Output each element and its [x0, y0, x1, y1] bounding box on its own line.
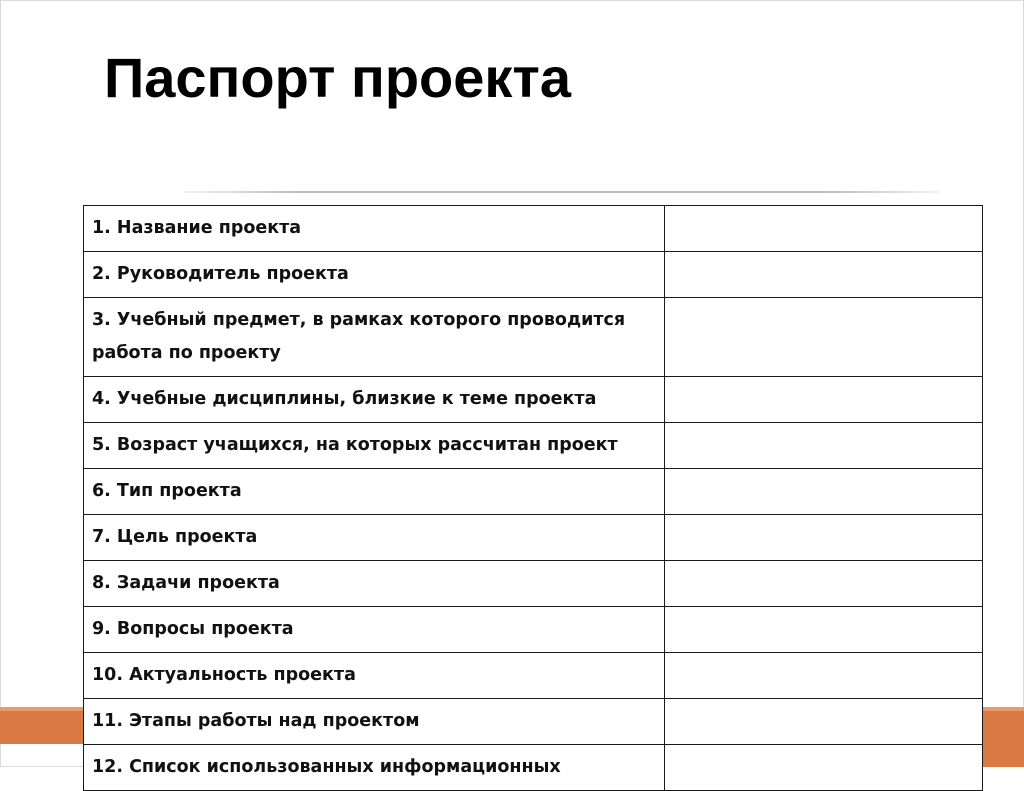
row-value [664, 469, 982, 515]
table-row [84, 699, 983, 745]
row-label: 10. Актуальность проекта [84, 653, 665, 699]
row-label: 2. Руководитель проекта [84, 252, 665, 298]
row-value [664, 377, 982, 423]
row-value [664, 252, 982, 298]
table-row [84, 469, 983, 515]
row-label: 1. Название проекта [84, 206, 665, 252]
row-value [664, 423, 982, 469]
row-label: 7. Цель проекта [84, 515, 665, 561]
table-row [84, 515, 983, 561]
project-passport-table [83, 205, 983, 791]
table-row [84, 206, 983, 252]
table-row [84, 745, 983, 791]
accent-bar-right [983, 707, 1024, 767]
row-value [664, 298, 982, 377]
row-value [664, 699, 982, 745]
row-label: 11. Этапы работы над проектом [84, 699, 665, 745]
accent-bar-left [0, 707, 84, 744]
row-label: 3. Учебный предмет, в рамках которого проводится работа по проекту [84, 298, 665, 377]
row-label: 6. Тип проекта [84, 469, 665, 515]
row-label: 5. Возраст учащихся, на которых рассчитан проект [84, 423, 665, 469]
table-row [84, 423, 983, 469]
row-value [664, 515, 982, 561]
table-row [84, 653, 983, 699]
table-row [84, 561, 983, 607]
slide-title: Паспорт проекта [104, 46, 572, 109]
row-label: 8. Задачи проекта [84, 561, 665, 607]
table-row [84, 607, 983, 653]
table-row [84, 252, 983, 298]
title-divider [184, 191, 939, 193]
row-value [664, 745, 982, 791]
row-label: 4. Учебные дисциплины, близкие к теме проекта [84, 377, 665, 423]
table-row [84, 298, 983, 377]
row-label: 12. Список использованных информационных [84, 745, 665, 791]
row-value [664, 561, 982, 607]
row-value [664, 206, 982, 252]
row-label: 9. Вопросы проекта [84, 607, 665, 653]
row-value [664, 653, 982, 699]
row-value [664, 607, 982, 653]
table-row [84, 377, 983, 423]
